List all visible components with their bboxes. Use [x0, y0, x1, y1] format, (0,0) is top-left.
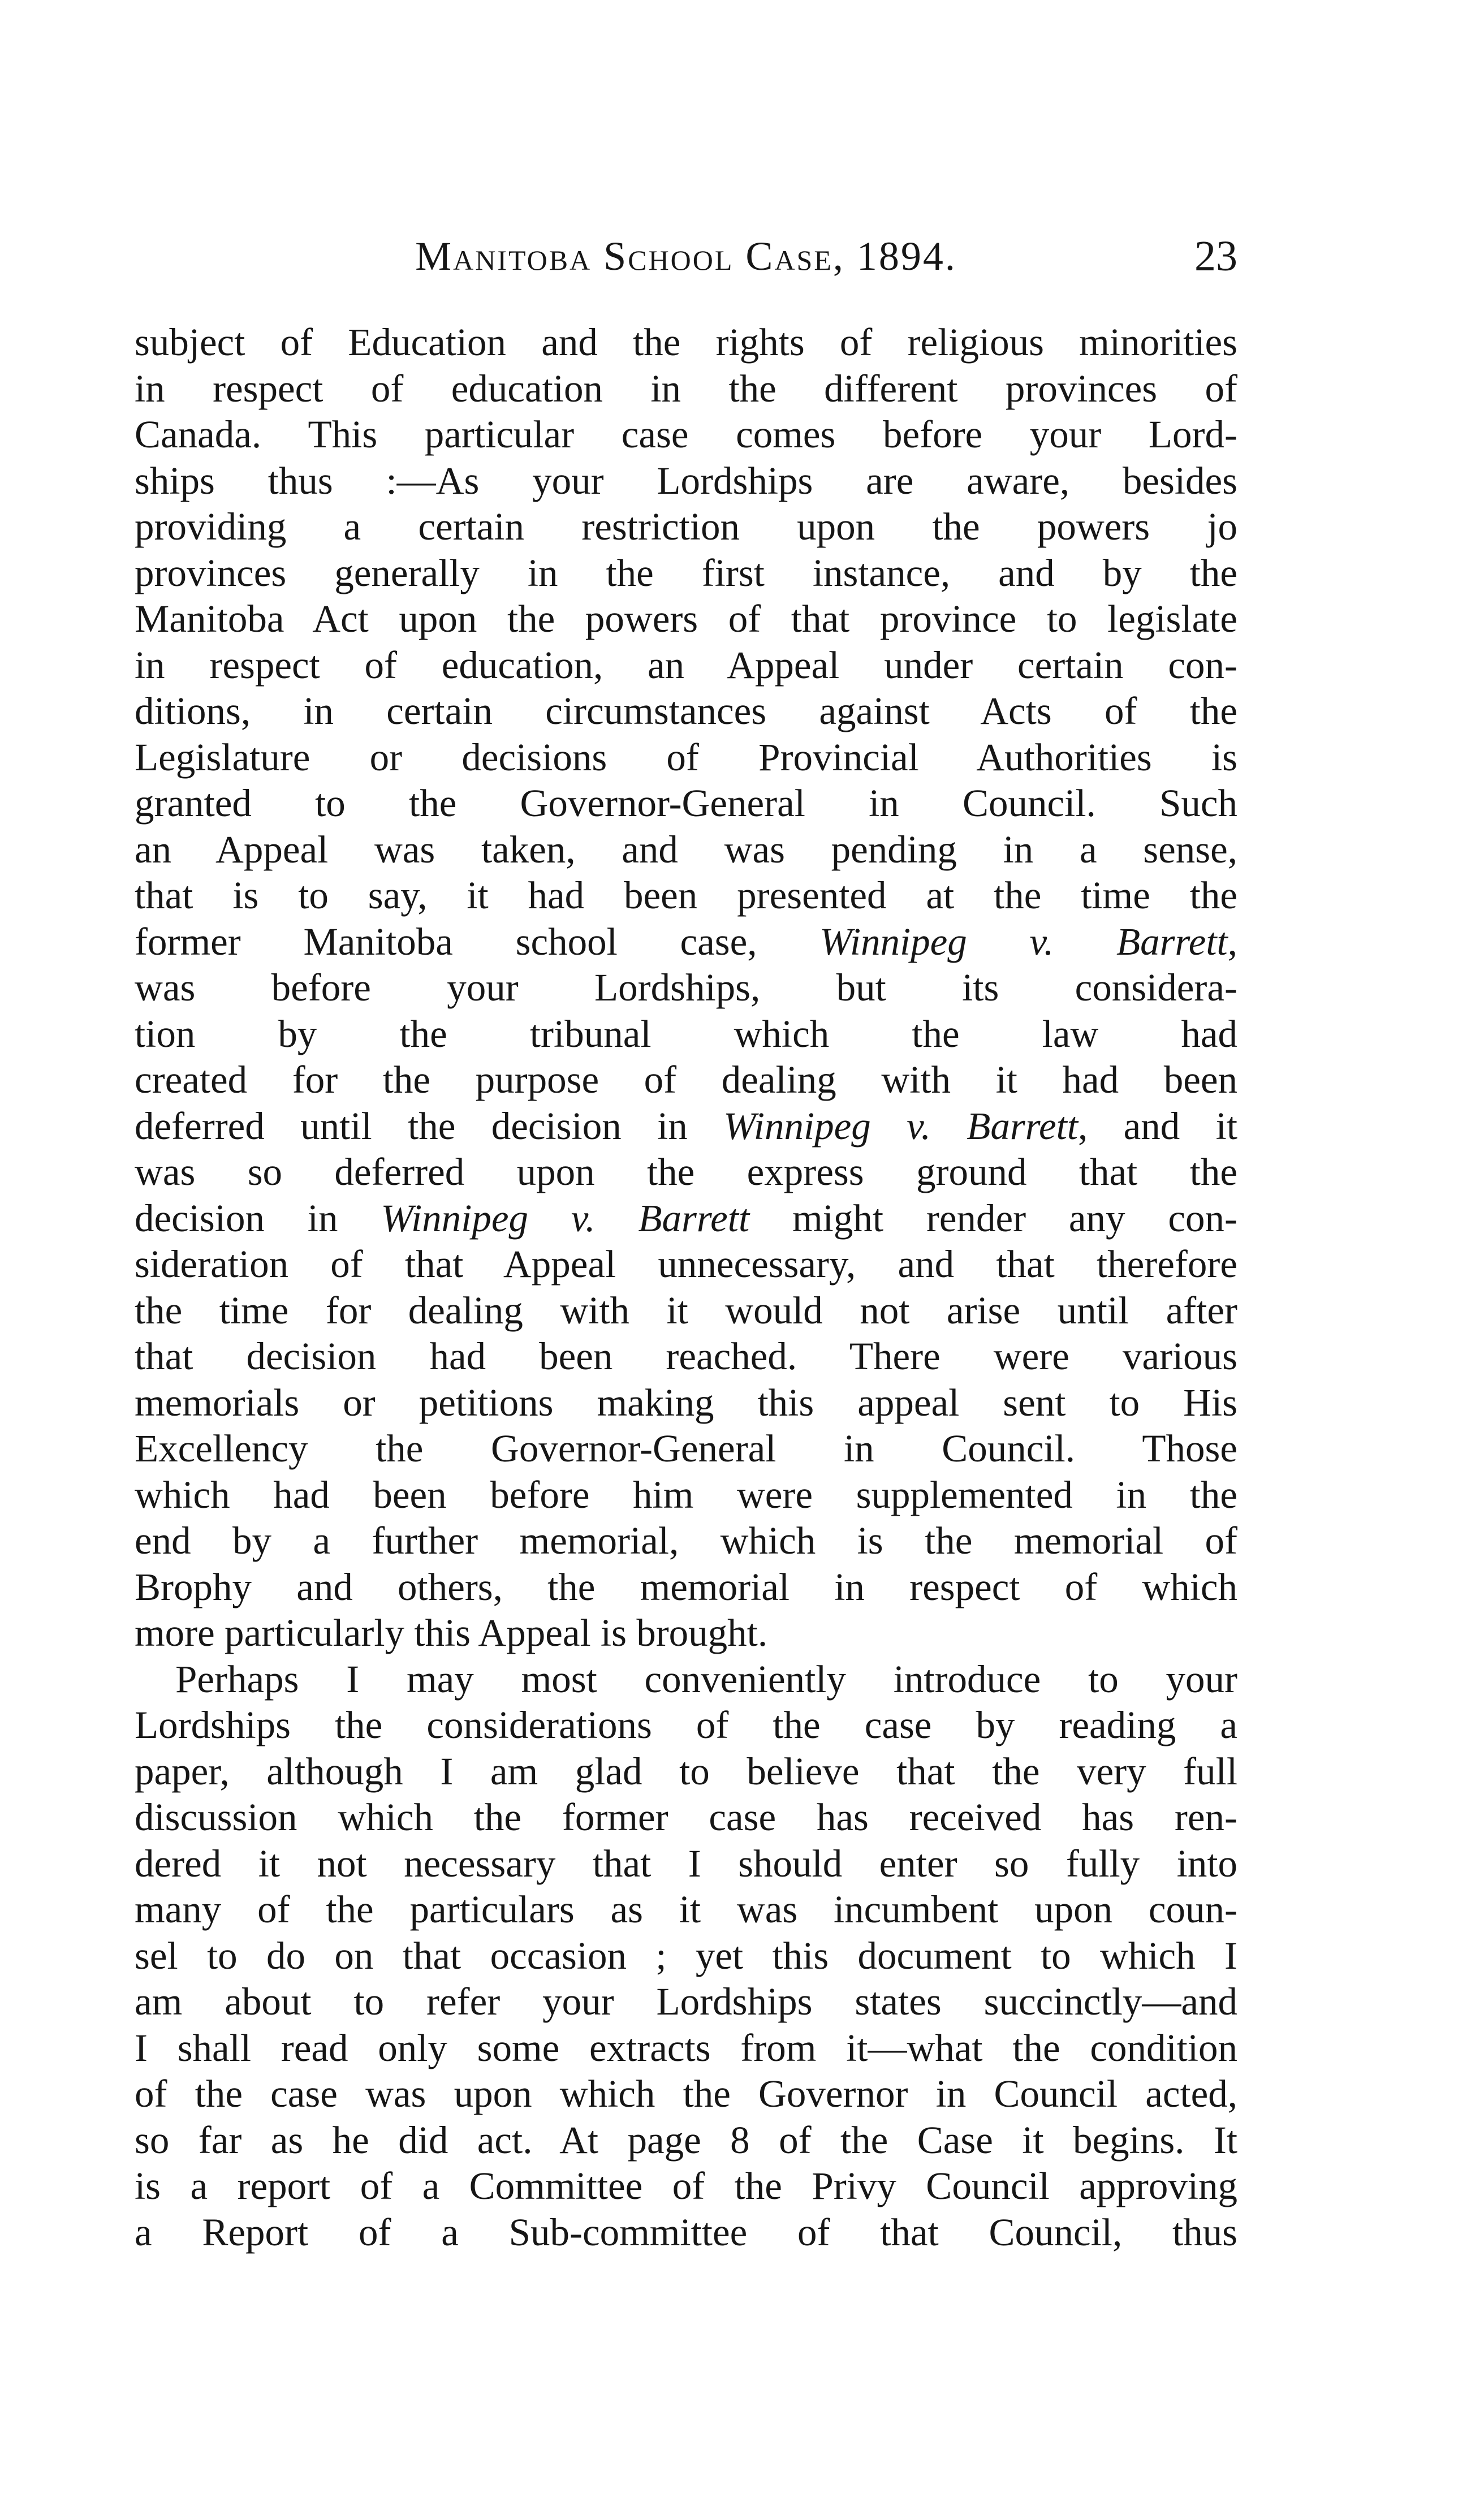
text-line: created for the purpose of dealing with it had been: [135, 1058, 1237, 1101]
text-line: discussion which the former case has received has ren-: [135, 1796, 1237, 1839]
text-line: ditions, in certain circumstances against Acts of the: [135, 689, 1237, 732]
text-line: Manitoba Act upon the powers of that province to legislate: [135, 597, 1237, 640]
text-line: memorials or petitions making this appeal sent to His: [135, 1381, 1237, 1424]
text-line: ships thus :—As your Lordships are aware, besides: [135, 459, 1237, 502]
text-line: granted to the Governor-General in Council. Such: [135, 782, 1237, 825]
text-line: that is to say, it had been presented at the time the: [135, 874, 1237, 917]
text-line: sel to do on that occasion ; yet this document to which I: [135, 1934, 1237, 1977]
text-line: end by a further memorial, which is the memorial of: [135, 1519, 1237, 1562]
text-line: Perhaps I may most conveniently introduce to your: [175, 1657, 1237, 1701]
text-line: provinces generally in the first instance, and by the: [135, 551, 1237, 594]
text-line: providing a certain restriction upon the powers jo: [135, 505, 1237, 548]
text-line: of the case was upon which the Governor in Council acted,: [135, 2072, 1237, 2115]
text-line: Brophy and others, the memorial in respect of which: [135, 1565, 1237, 1608]
text-line: subject of Education and the rights of religious minorities: [135, 321, 1237, 364]
text-line: which had been before him were supplemented in the: [135, 1473, 1237, 1516]
page-number: 23: [1194, 232, 1237, 280]
text-line: dered it not necessary that I should enter so fully into: [135, 1841, 1237, 1885]
text-line: Excellency the Governor-General in Council. Those: [135, 1427, 1237, 1470]
text-line: Canada. This particular case comes before your Lord-: [135, 413, 1237, 456]
text-line: a Report of a Sub-committee of that Council, thus: [135, 2210, 1237, 2254]
text-line: in respect of education, an Appeal under certain con-: [135, 643, 1237, 687]
text-line: former Manitoba school case, Winnipeg v. Barrett,: [135, 920, 1237, 963]
text-line: decision in Winnipeg v. Barrett might render any con-: [135, 1196, 1237, 1240]
text-line: an Appeal was taken, and was pending in a sense,: [135, 827, 1237, 871]
text-line: the time for dealing with it would not arise until after: [135, 1288, 1237, 1332]
text-line: Lordships the considerations of the case by reading a: [135, 1703, 1237, 1746]
paragraph-1: [135, 320, 1237, 1657]
text-line: that decision had been reached. There were various: [135, 1335, 1237, 1378]
text-line: I shall read only some extracts from it—what the condition: [135, 2026, 1237, 2069]
text-line: so far as he did act. At page 8 of the Case it begins. It: [135, 2118, 1237, 2162]
text-line: deferred until the decision in Winnipeg v. Barrett, and it: [135, 1104, 1237, 1148]
case-name-italic: Winnipeg v. Barrett: [723, 1104, 1079, 1148]
body-text: [135, 320, 1237, 2255]
text-line: tion by the tribunal which the law had: [135, 1012, 1237, 1055]
text-line: sideration of that Appeal unnecessary, and that therefore: [135, 1243, 1237, 1286]
text-line: am about to refer your Lordships states succinctly—and: [135, 1980, 1237, 2023]
running-head-title: Manitoba School Case, 1894.: [415, 234, 957, 279]
text-line: Legislature or decisions of Provincial Authorities is: [135, 735, 1237, 779]
text-line: was before your Lordships, but its considera-: [135, 966, 1237, 1009]
text-line: is a report of a Committee of the Privy Council approving: [135, 2164, 1237, 2207]
text-line: many of the particulars as it was incumbent upon coun-: [135, 1888, 1237, 1931]
text-line: more particularly this Appeal is brought.: [135, 1611, 768, 1654]
case-name-italic: Winnipeg v. Barrett: [819, 920, 1228, 963]
text-line: in respect of education in the different provinces of: [135, 366, 1237, 410]
running-head: [135, 225, 1237, 287]
text-line: was so deferred upon the express ground that the: [135, 1150, 1237, 1193]
paragraph-2: [135, 1657, 1237, 2256]
case-name-italic: Winnipeg v. Barrett: [381, 1196, 750, 1240]
text-line: paper, although I am glad to believe that the very full: [135, 1749, 1237, 1793]
